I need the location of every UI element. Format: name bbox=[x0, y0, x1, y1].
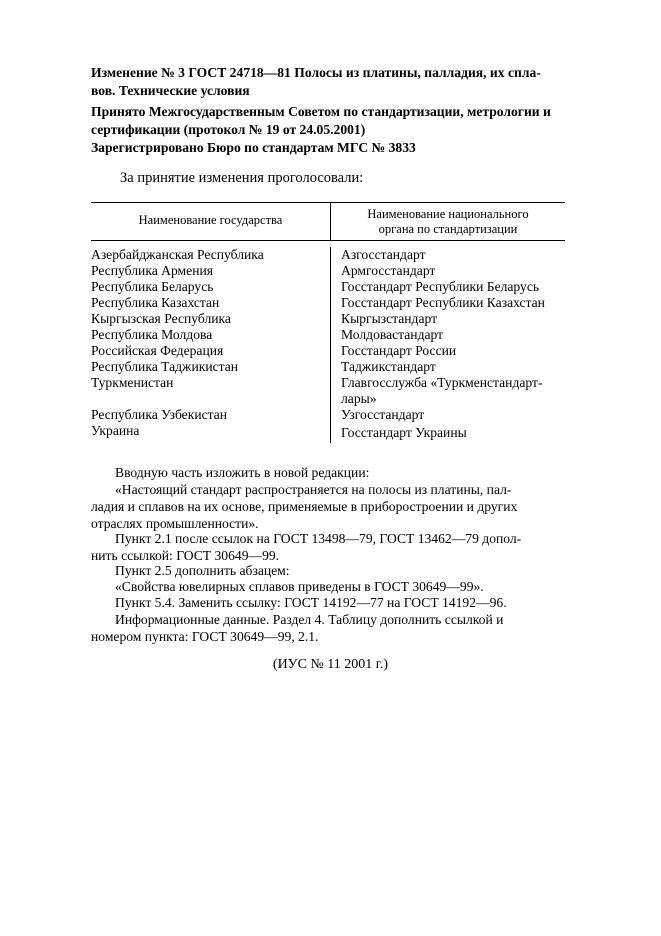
body-cell: Узгосстандарт bbox=[341, 407, 425, 422]
col-header-body-line-2: органа по стандартизации bbox=[378, 222, 518, 236]
paragraph-line: «Свойства ювелирных сплавов приведены в ГОСТ 30649—99». bbox=[115, 579, 484, 594]
paragraph-line: Пункт 5.4. Заменить ссылку: ГОСТ 14192—77 на ГОСТ 14192—96. bbox=[115, 595, 507, 610]
state-cell: Туркменистан bbox=[91, 375, 174, 390]
source-reference: (ИУС № 11 2001 г.) bbox=[272, 657, 389, 672]
body-cell: Госстандарт России bbox=[341, 343, 457, 358]
paragraph-line: Информационные данные. Раздел 4. Таблицу дополнить ссылкой и bbox=[115, 612, 504, 627]
state-cell: Украина bbox=[91, 423, 140, 438]
paragraph-line: нить ссылкой: ГОСТ 30649—99. bbox=[91, 548, 280, 563]
table-top-rule bbox=[91, 202, 565, 203]
paragraph-clause-2-1 bbox=[91, 530, 565, 564]
col-header-body bbox=[331, 207, 565, 237]
body-cell: Госстандарт Республики Казахстан bbox=[341, 295, 545, 310]
body-cell: Госстандарт Республики Беларусь bbox=[341, 279, 540, 294]
col-header-state: Наименование государства bbox=[138, 213, 283, 227]
state-cell: Республика Армения bbox=[91, 263, 213, 278]
table-header-rule bbox=[91, 240, 565, 241]
adopted-statement bbox=[91, 103, 565, 139]
paragraph-quote-alloys bbox=[91, 578, 565, 595]
state-cell: Азербайджанская Республика bbox=[91, 247, 264, 262]
body-cell: Молдовастандарт bbox=[341, 327, 444, 342]
paragraph-intro-edit bbox=[91, 464, 565, 481]
paragraph-line: Пункт 2.5 дополнить абзацем: bbox=[115, 563, 290, 578]
amendment-title-line-2: вов. Технические условия bbox=[91, 83, 250, 98]
paragraph-line: отраслях промышленности». bbox=[91, 516, 259, 531]
state-cell: Кыргызская Республика bbox=[91, 311, 231, 326]
adopted-line-2: сертификации (протокол № 19 от 24.05.2001) bbox=[91, 122, 366, 137]
body-cell: Главгосслужба «Туркменстандарт- bbox=[341, 375, 543, 390]
table-body-divider bbox=[330, 247, 331, 443]
registered-line: Зарегистрировано Бюро по стандартам МГС № 3833 bbox=[91, 140, 416, 155]
paragraph-info-data bbox=[91, 611, 565, 645]
voting-intro: За принятие изменения проголосовали: bbox=[120, 170, 364, 186]
state-cell: Республика Молдова bbox=[91, 327, 213, 342]
paragraph-line: «Настоящий стандарт распространяется на полосы из платины, пал- bbox=[115, 482, 512, 497]
state-cell: Республика Беларусь bbox=[91, 279, 214, 294]
paragraph-line: Пункт 2.1 после ссылок на ГОСТ 13498—79, ГОСТ 13462—79 допол- bbox=[115, 531, 522, 546]
paragraph-clause-5-4 bbox=[91, 594, 565, 611]
state-cell: Республика Казахстан bbox=[91, 295, 220, 310]
body-cell: Госстандарт Украины bbox=[341, 425, 467, 440]
paragraph-line: ладия и сплавов на их основе, применяемые в приборостроении и других bbox=[91, 499, 518, 514]
paragraph-clause-2-5 bbox=[91, 562, 565, 579]
amendment-title-line-1: Изменение № 3 ГОСТ 24718—81 Полосы из платины, палладия, их спла- bbox=[91, 65, 541, 80]
state-cell: Республика Узбекистан bbox=[91, 407, 228, 422]
state-cell: Республика Таджикистан bbox=[91, 359, 239, 374]
amendment-title bbox=[91, 64, 565, 100]
body-cell: Кыргызстандарт bbox=[341, 311, 438, 326]
body-cell: Азгосстандарт bbox=[341, 247, 426, 262]
adopted-line-1: Принято Межгосударственным Советом по стандартизации, метрологии и bbox=[91, 104, 551, 119]
registered-statement bbox=[91, 139, 565, 157]
paragraph-quote-scope bbox=[91, 481, 565, 532]
col-header-body-line-1: Наименование национального bbox=[367, 207, 529, 221]
body-cell: Таджикстандарт bbox=[341, 359, 436, 374]
state-cell: Российская Федерация bbox=[91, 343, 224, 358]
body-cell-continuation: лары» bbox=[341, 391, 377, 406]
paragraph-line: номером пункта: ГОСТ 30649—99, 2.1. bbox=[91, 629, 319, 644]
paragraph-line: Вводную часть изложить в новой редакции: bbox=[115, 465, 370, 480]
body-cell: Армгосстандарт bbox=[341, 263, 436, 278]
